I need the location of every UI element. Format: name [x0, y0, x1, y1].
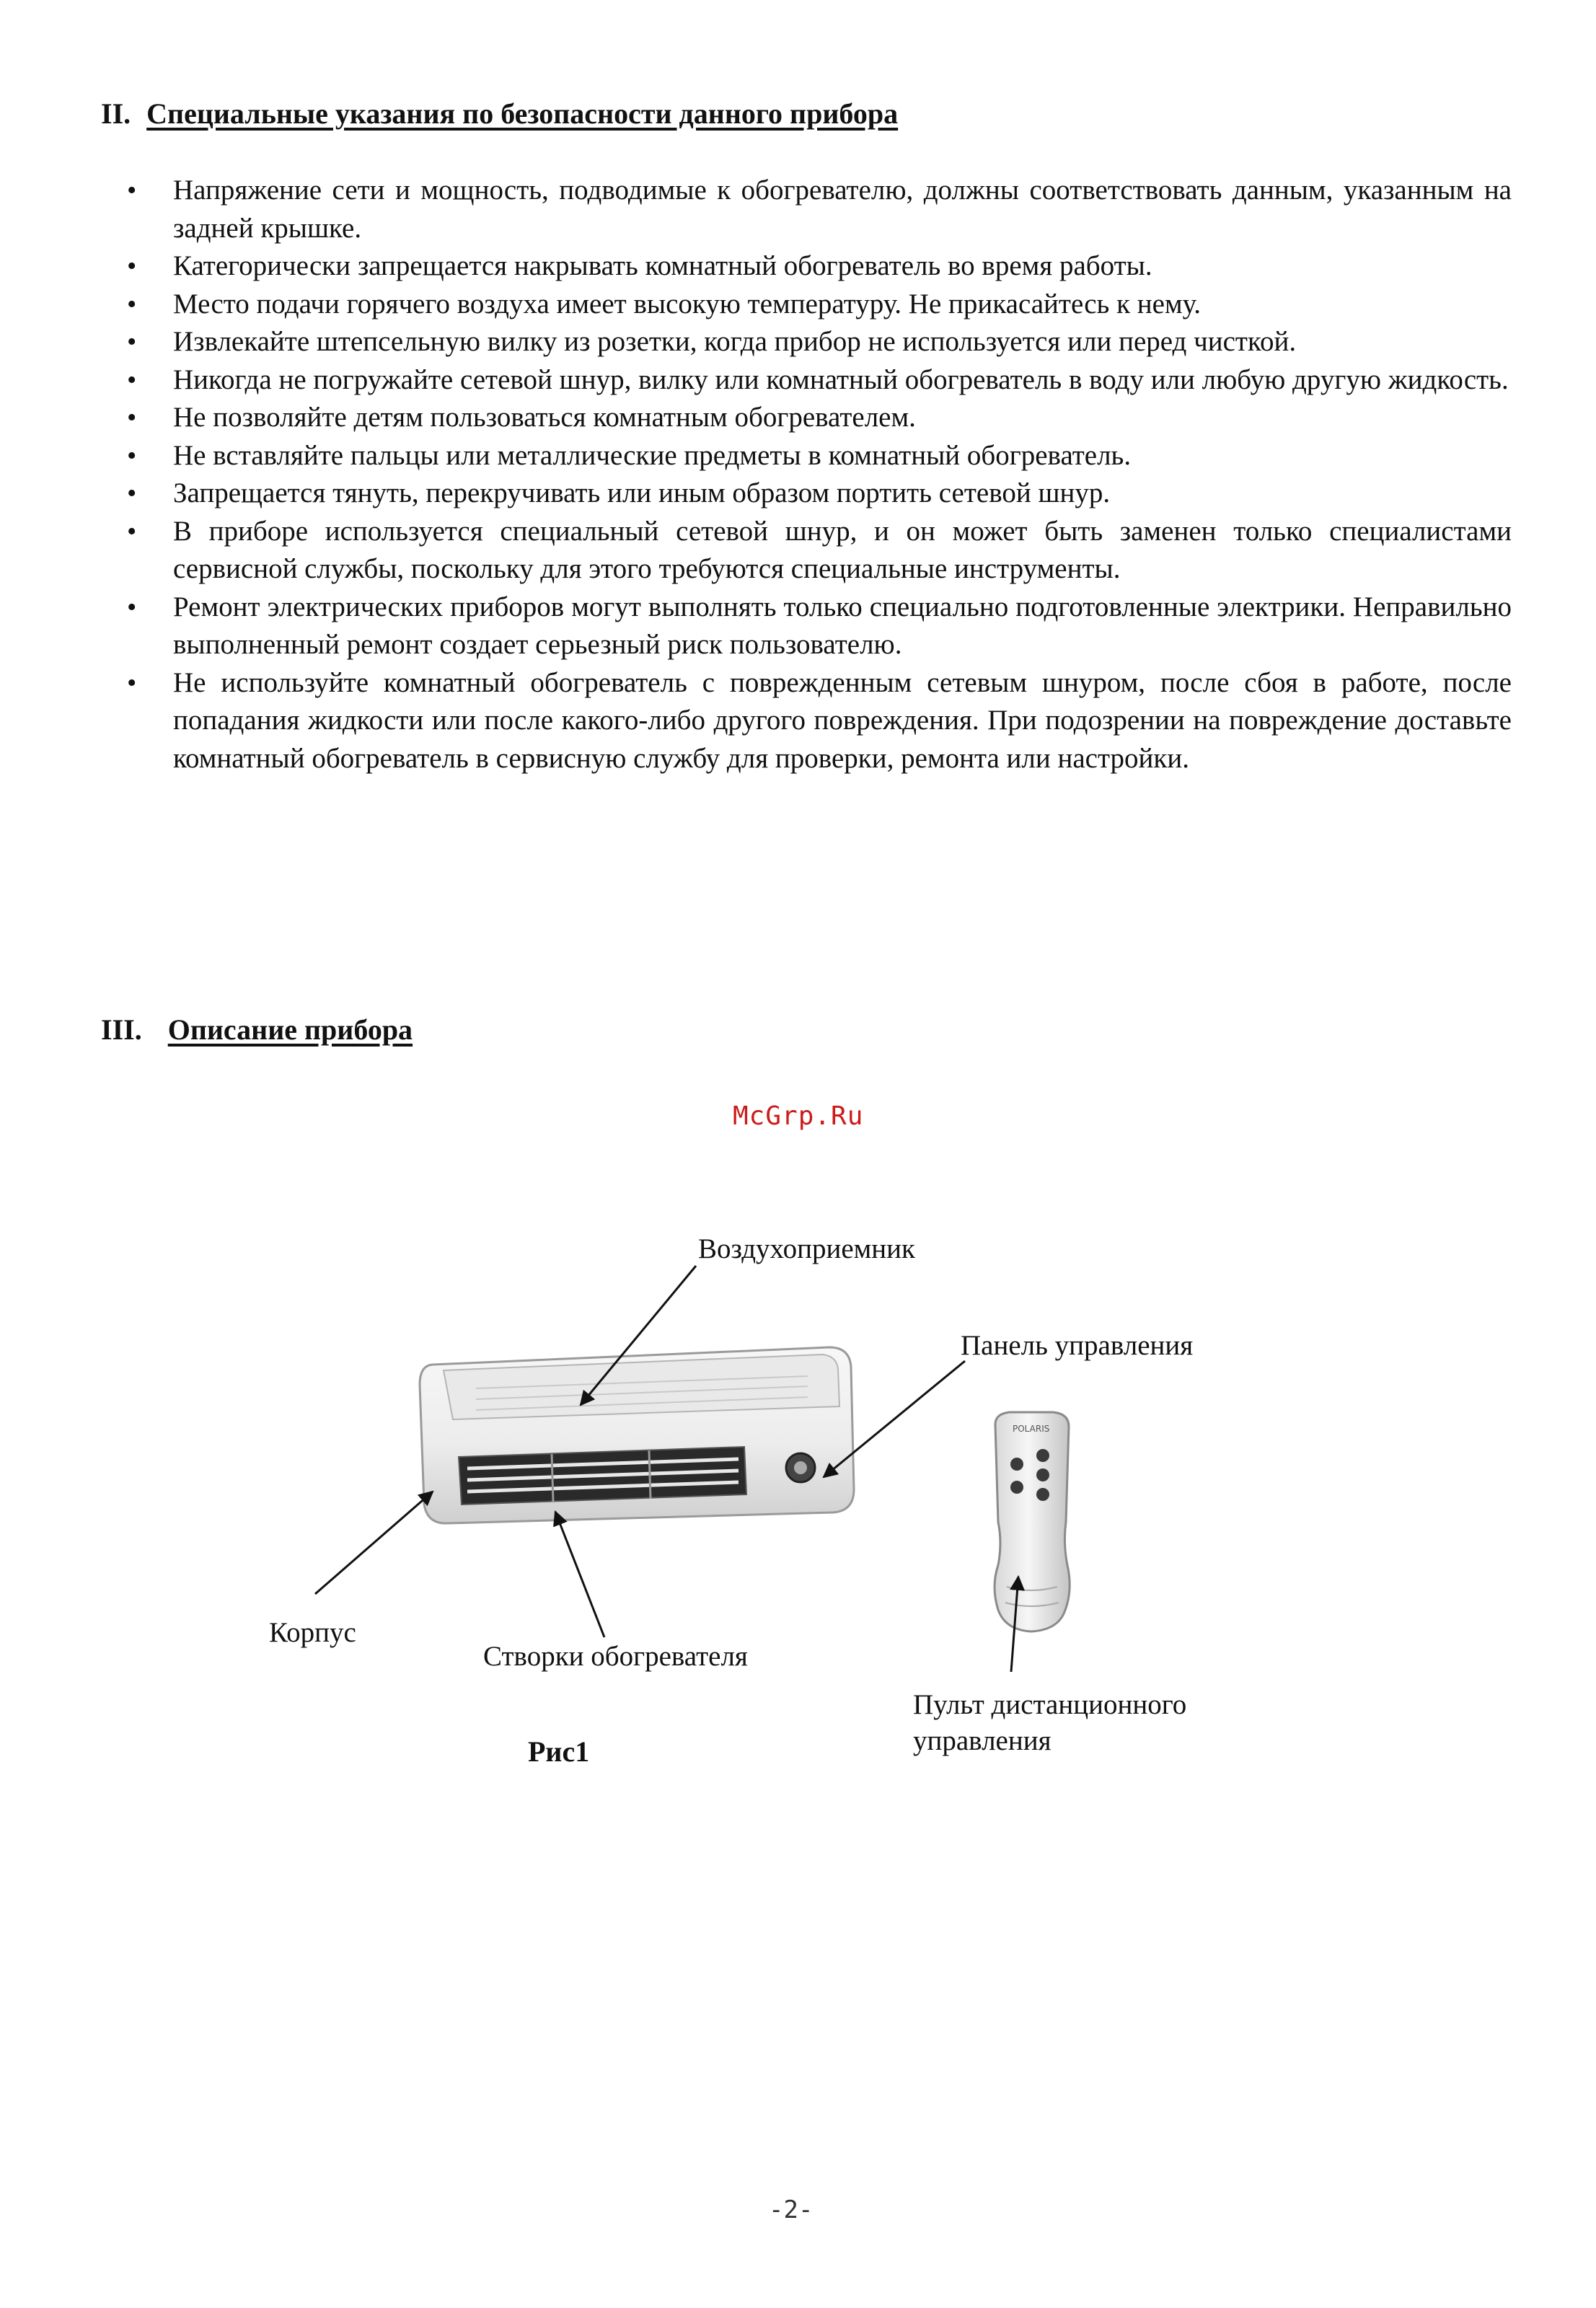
- arrow-body: [315, 1492, 433, 1594]
- label-air-intake: Воздухоприемник: [698, 1233, 915, 1264]
- label-body: Корпус: [269, 1617, 356, 1648]
- list-item: • Не используйте комнатный обогреватель с поврежденным сетевым шнуром, после сбоя в работе, после попадания жидкости или после какого-либо другого повреждения. При подозрении на повреждение доставьте комнатный обогреватель в сервисную службу для проверки, ремонта или настройки.: [127, 664, 1512, 778]
- list-item: • В приборе используется специальный сетевой шнур, и он может быть заменен только специалистами сервисной службы, поскольку для этого требуются специальные инструменты.: [127, 513, 1512, 589]
- list-item: • Не позволяйте детям пользоваться комнатным обогревателем.: [127, 399, 1512, 437]
- label-remote-line1: Пульт дистанционного: [913, 1689, 1187, 1720]
- page-number: -2-: [769, 2195, 814, 2224]
- remote-brand-label: POLARIS: [1013, 1424, 1050, 1434]
- list-item: • Никогда не погружайте сетевой шнур, вилку или комнатный обогреватель в воду или любую другую жидкость.: [127, 361, 1512, 400]
- list-item: • Не вставляйте пальцы или металлические предметы в комнатный обогреватель.: [127, 437, 1512, 475]
- section-number: II.: [101, 97, 131, 130]
- list-item: • Извлекайте штепсельную вилку из розетки, когда прибор не используется или перед чисткой.: [127, 323, 1512, 361]
- list-item: • Место подачи горячего воздуха имеет высокую температуру. Не прикасайтесь к нему.: [127, 286, 1512, 324]
- label-remote-line2: управления: [913, 1725, 1051, 1756]
- list-item: • Ремонт электрических приборов могут выполнять только специально подготовленные электрики. Неправильно выполненный ремонт создает серьезный риск пользователю.: [127, 589, 1512, 664]
- section-number: III.: [101, 1013, 142, 1046]
- list-item: • Запрещается тянуть, перекручивать или иным образом портить сетевой шнур.: [127, 475, 1512, 513]
- list-item: • Категорически запрещается накрывать комнатный обогреватель во время работы.: [127, 247, 1512, 286]
- label-control-panel: Панель управления: [961, 1330, 1194, 1361]
- watermark: McGrp.Ru: [733, 1101, 864, 1131]
- section-title: Специальные указания по безопасности данного прибора: [146, 97, 899, 130]
- label-louvers: Створки обогревателя: [483, 1641, 748, 1672]
- list-item: • Напряжение сети и мощность, подводимые к обогревателю, должны соответствовать данным, указанным на задней крышке.: [127, 172, 1512, 247]
- arrow-louvers: [555, 1512, 604, 1637]
- figure-caption: Рис1: [528, 1735, 590, 1768]
- remote-control: [995, 1412, 1070, 1631]
- heater-body: [420, 1347, 854, 1523]
- section-title: Описание прибора: [167, 1013, 413, 1046]
